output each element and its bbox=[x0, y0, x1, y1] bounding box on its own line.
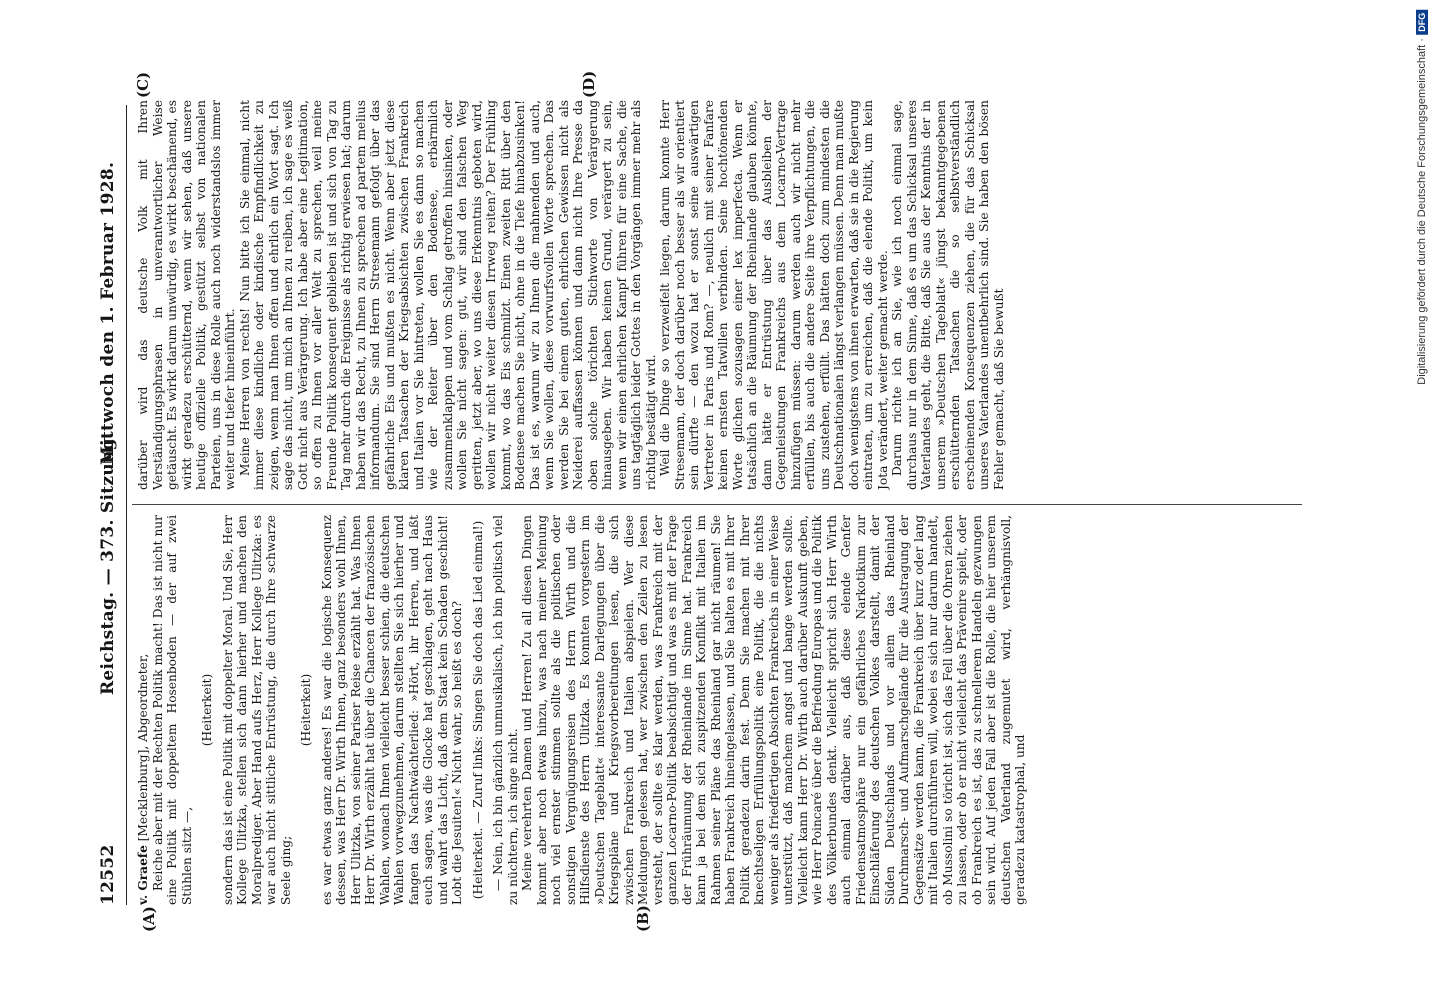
paragraph: — Nein, ich bin gänzlich unmusikalisch, ich bin politisch viel zu nüchtern, ich singe nicht. bbox=[491, 515, 520, 905]
left-column bbox=[136, 515, 1316, 905]
margin-marker-b: (B) bbox=[634, 905, 652, 932]
interjection: (Heiterkeit. — Zuruf links: Singen Sie doch das Lied einmal!) bbox=[470, 520, 485, 900]
paragraph: sondern das ist eine Politik mit doppelter Moral. Und Sie, Herr Kollege Ulitzka, stellen sich dann hierher und machen den Moralprediger. Aber Hand aufs Herz, Herr Kollege Ulitzka: es war auch nicht sittliche Entrüstung, die durch Ihre schwarze Seele ging; bbox=[220, 515, 293, 905]
paragraph: Darum richte ich an Sie, wie ich noch einmal sage, durchaus nur in dem Sinne, daß es um das Schicksal unseres Vaterlandes geht, die Bitte, daß Sie aus der Kenntnis der in unserem »Deutschen Tageblatt« jüngst bekanntgegebenen erschütternden Tatsachen die so selbstverständlich erscheinenden Konsequenzen ziehen, die für das Schicksal unseres Vaterlandes unentbehrlich sind. Sie haben den bösen Fehler gemacht, daß Sie bewußt bbox=[890, 100, 1006, 490]
rotated-page bbox=[60, 0, 1360, 1000]
digitization-credit bbox=[1416, 10, 1428, 385]
page-header bbox=[98, 145, 122, 905]
header-rule bbox=[126, 105, 127, 905]
speaker-name: v. Graefe bbox=[136, 845, 150, 905]
paragraph: Weil die Dinge so verzweifelt liegen, darum konnte Herr Stresemann, der doch darüber noch besser als wir orientiert sein dürfte — den wozu hat er sonst seine auswärtigen Vertreter in Paris und Rom? —, neulich mit seiner Fanfare keinen ernsten Tatwillen verbinden. Seine hochtönenden Worte glichen sozusagen einer lex imperfecta. Wenn er tatsächlich an die Räumung der Rheinlande glauben könnte, dann hätte er Entrüstung über das Ausbleiben der Gegenleistungen Frankreichs aus dem Locarno-Vertrage hinzufügen müssen: darum werden auch wir nicht mehr erfüllen, bis auch die andere Seite ihre Verpflichtungen, die uns zustehen, erfüllt. Das hätten doch zum mindesten die Deutschnationalen längst verlangen müssen. Denn man mußte doch wenigstens von ihnen erwarten, daß sie in die Regierung eintraten, um zu erreichen, daß die elende Politik, um kein Jota verändert, weiter gemacht werde. bbox=[658, 100, 890, 490]
dfg-logo: DFG bbox=[1416, 10, 1428, 35]
page-number: 12552 bbox=[98, 844, 118, 905]
margin-marker-d: (D) bbox=[580, 70, 598, 98]
right-column bbox=[136, 100, 1316, 490]
column-divider bbox=[132, 504, 1302, 505]
paragraph: darüber wird das deutsche Volk mit Ihren Verständigungsphrasen in unverantwortlicher Weise getäuscht. Es wirkt darum unwürdig, es wirkt beschämend, es wirkt geradezu erschütternd, wenn wir sehen, daß unsere heutige offizielle Politik, gestützt selbst von nationalen Parteien, uns in diese Rolle auch noch widerstandslos immer weiter und tiefer hineinführt. bbox=[136, 100, 237, 490]
margin-marker-a: (A) bbox=[140, 906, 158, 932]
paragraph: Meine Herren von rechts! Nun bitte ich Sie einmal, nicht immer diese kindliche oder kindische Empfindlichkeit zu zeigen, wenn man Ihnen offen und ehrlich ein Wort sagt. Ich sage das nicht, um mich an Ihnen zu reiben, ich sage es weiß Gott nicht aus Verärgerung. Ich habe aber eine Legitimation, so offen zu Ihnen vor aller Welt zu sprechen, weil meine Freunde Politik konsequent geblieben ist und sich von Tag zu Tag mehr durch die Ereignisse als richtig erwiesen hat; darum haben wir das Recht, zu Ihnen zu sprechen ad partem melius informandum. Sie sind Herrn Stresemann gefolgt über das gefährliche Eis und mußten es nicht. Wenn aber jetzt diese klaren Tatsachen der Kriegsabsichten zwischen Frankreich und Italien vor Sie hintreten, wollen Sie es dann so machen wie der Reiter über den Bodensee, erbärmlich zusammenklappen und vom Schlag getroffen hinsinken, oder wollen Sie nicht sagen: gut, wir sind den falschen Weg geritten, jetzt aber, wo uns diese Erkenntnis geboten wird, wollen wir nicht weiter diesen Irrweg reiten? Der Frühling kommt, wo das Eis schmilzt. Einen zweiten Ritt über den Bodensee machen Sie nicht, ohne in die Tiefe hinabzusinken! Das ist es, warum wir zu Ihnen die mahnenden und auch, wenn Sie wollen, diese vorwurfsvollen Worte sprechen. Das werden Sie bei einem guten, ehrlichen Gewissen nicht als Neiderei auffassen können und dann nicht Ihre Presse da oben solche törichten Stichworte von Verärgerung hinausgeben. Wir haben keinen Grund, verärgert zu sein, wenn wir einen ehrlichen Kampf führen für eine Sache, die uns tagtäglich leider Gottes in den Vorgängen immer mehr als richtig bestätigt wird. bbox=[237, 100, 658, 490]
margin-marker-c: (C) bbox=[134, 71, 152, 98]
speaker-line bbox=[136, 515, 151, 905]
paragraph: es war etwas ganz anderes! Es war die logische Konsequenz dessen, was Herr Dr. Wirth Ihnen, ganz besonders wohl Ihnen, Herr Ulitzka, von seiner Pariser Reise erzählt hat. Was Ihnen Herr Dr. Wirth erzählt hat über die Chancen der französischen Wahlen, wonach Ihnen vielleicht besser schien, die deutschen Wahlen vorwegzunehmen, darum stellten Sie sich hierher und fangen das Nachtwächterlied: »Hört, ihr Herren, und laßt euch sagen, was die Glocke hat geschlagen, geht nach Haus und wahrt das Licht, daß dem Staat kein Schaden geschicht! Lobt die Jesuiten!« Nicht wahr, so heißt es doch? bbox=[319, 515, 464, 905]
paragraph: Meine verehrten Damen und Herren! Zu all diesen Dingen kommt aber noch etwas hinzu, was nach meiner Meinung noch viel ernster stimmen sollte als die politischen oder sonstigen Vergnügungsreisen des Herrn Wirth und die Hilfsdienste des Herrn Ulitzka. Es konnten vorgestern im »Deutschen Tageblatt« interessante Darlegungen über die Kriegspläne und Kriegsvorbereitungen lesen, die sich zwischen Frankreich und Italien abspielen. Wer diese Meldungen gelesen hat, wer zwischen den Zeilen zu lesen versteht, der sollte es klar werden, was Frankreich mit der ganzen Locarno-Politik beabsichtigt und was es mit der Frage der Frühräumung der Rheinlande im Sinne hat. Frankreich kann ja bei dem sich zuspitzenden Konflikt mit Italien im Rahmen seiner Pläne das Rheinland gar nicht räumen! Sie haben Frankreich hineingelassen, und Sie halten es mit Ihrer Politik geradezu darin fest. Denn Sie machen mit Ihrer knechtseligen Erfüllungspolitik eine Politik, die die nichts weniger als friedfertigen Absichten Frankreichs in einer Weise unterstützt, daß manchem angst und bange werden sollte. Vielleicht kann Herr Dr. Wirth auch darüber Auskunft geben, wie Herr Poincaré über die Befriedung Europas und die Politik des Völkerbundes denkt. Vielleicht spricht sich Herr Wirth auch einmal darüber aus, daß diese elende Genfer Friedensatmosphäre nur ein gefährliches Narkotikum zur Einschläferung des deutschen Volkes darstellt, damit der Süden Deutschlands und vor allem das Rheinland Durchmarsch- und Aufmarschgelände für die Austragung der Gegensätze werden kann, die Frankreich über kurz oder lang mit Italien durchführen will, wobei es sich nur darum handelt, ob Mussolini so töricht ist, sich das Fell über die Ohren ziehen zu lassen, oder ob er nicht vielleicht das Prävenire spielt, oder ob Frankreich es ist, das zu schnellerem Handeln gezwungen sein wird. Auf jeden Fall aber ist die Rolle, die hier unserem deutschen Vaterland zugemutet wird, verhängnisvoll, geradezu katastrophal, und bbox=[520, 515, 1027, 905]
speaker-note: [Mecklenburg], Abgeordneter, bbox=[136, 653, 150, 842]
interjection: (Heiterkeit) bbox=[200, 673, 214, 747]
paragraph: Reiche aber mit der Rechten Politik macht! Das ist nicht nur eine Politik mit doppeltem Hosenboden — der auf zwei Stühlen sitzt —, bbox=[150, 515, 194, 905]
credit-text: Digitalisierung gefördert durch die Deutsche Forschungsgemeinschaft · bbox=[1416, 38, 1428, 385]
session-date: Mittwoch den 1. Februar 1928. bbox=[98, 161, 118, 465]
interjection: (Heiterkeit) bbox=[299, 673, 313, 747]
session-title: Reichstag. — 373. Sitzung. bbox=[98, 431, 118, 695]
